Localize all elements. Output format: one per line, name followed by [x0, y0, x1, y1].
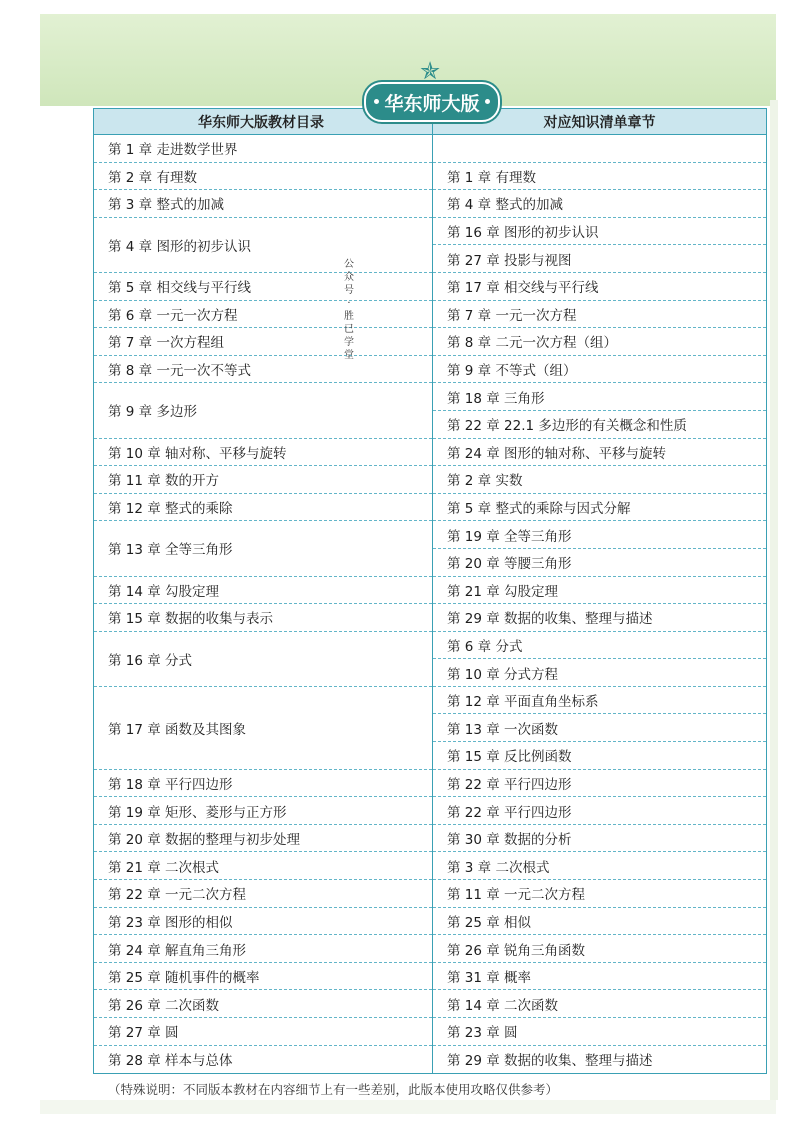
- textbook-chapter-cell: 第 3 章 整式的加减: [94, 190, 432, 218]
- special-note: （特殊说明：不同版本教材在内容细节上有一些差别，此版本使用攻略仅供参考）: [108, 1082, 559, 1097]
- watermark-text: [342, 258, 356, 362]
- star-icon: ✯: [419, 57, 441, 85]
- textbook-chapter-cell: 第 17 章 函数及其图象: [94, 687, 432, 770]
- knowledge-chapter-cell: 第 29 章 数据的收集、整理与描述: [447, 1053, 653, 1070]
- badge-dot-icon: [485, 99, 490, 104]
- watermark-char: 公: [344, 259, 354, 270]
- knowledge-column-body: [433, 135, 766, 1073]
- knowledge-chapter-cell: 第 22 章 平行四边形: [433, 797, 766, 825]
- knowledge-chapter-cell: 第 2 章 实数: [433, 466, 766, 494]
- knowledge-chapter-cell: 第 12 章 平面直角坐标系: [433, 687, 766, 715]
- knowledge-chapter-cell: 第 11 章 一元二次方程: [433, 880, 766, 908]
- page-edge: [770, 100, 778, 1100]
- knowledge-chapter-cell: 第 31 章 概率: [433, 963, 766, 991]
- knowledge-chapter-cell: 第 10 章 分式方程: [433, 659, 766, 687]
- knowledge-chapter-cell: 第 18 章 三角形: [433, 383, 766, 411]
- textbook-chapter-cell: 第 26 章 二次函数: [94, 990, 432, 1018]
- knowledge-chapter-cell: 第 16 章 图形的初步认识: [433, 218, 766, 246]
- textbook-chapter-cell: 第 2 章 有理数: [94, 163, 432, 191]
- textbook-chapter-cell: 第 9 章 多边形: [94, 383, 432, 438]
- textbook-chapter-cell: 第 15 章 数据的收集与表示: [94, 604, 432, 632]
- textbook-chapter-cell: 第 11 章 数的开方: [94, 466, 432, 494]
- textbook-chapter-cell: 第 12 章 整式的乘除: [94, 494, 432, 522]
- badge-dot-icon: [374, 99, 379, 104]
- watermark-char: 众: [344, 272, 354, 283]
- knowledge-chapter-cell: 第 22 章 平行四边形: [433, 770, 766, 798]
- edition-badge: [364, 82, 500, 122]
- knowledge-chapter-cell: 第 3 章 二次根式: [433, 852, 766, 880]
- knowledge-chapter-cell: 第 8 章 二元一次方程（组）: [433, 328, 766, 356]
- knowledge-chapter-cell: 第 20 章 等腰三角形: [433, 549, 766, 577]
- textbook-chapter-cell: 第 18 章 平行四边形: [94, 770, 432, 798]
- knowledge-chapter-cell: 第 24 章 图形的轴对称、平移与旋转: [433, 439, 766, 467]
- textbook-chapter-cell: 第 25 章 随机事件的概率: [94, 963, 432, 991]
- knowledge-chapter-cell: 第 23 章 圆: [433, 1018, 766, 1046]
- textbook-chapter-cell: 第 23 章 图形的相似: [94, 908, 432, 936]
- watermark-char: 学: [344, 337, 354, 348]
- watermark-char: 堂: [344, 350, 354, 361]
- textbook-chapter-cell: 第 20 章 数据的整理与初步处理: [94, 825, 432, 853]
- textbook-chapter-cell: 第 1 章 走进数学世界: [94, 135, 432, 163]
- textbook-chapter-cell: 第 4 章 图形的初步认识: [94, 218, 432, 273]
- textbook-chapter-cell: 第 8 章 一元一次不等式: [94, 356, 432, 384]
- textbook-chapter-cell: 第 6 章 一元一次方程: [94, 301, 432, 329]
- textbook-column-body: [94, 135, 432, 1073]
- knowledge-chapter-cell: 第 27 章 投影与视图: [433, 245, 766, 273]
- knowledge-chapter-cell: 第 17 章 相交线与平行线: [433, 273, 766, 301]
- textbook-chapter-cell: 第 28 章 样本与总体: [108, 1053, 233, 1070]
- textbook-chapter-cell: 第 27 章 圆: [94, 1018, 432, 1046]
- textbook-column: [94, 109, 432, 1073]
- textbook-chapter-cell: 第 13 章 全等三角形: [94, 521, 432, 576]
- knowledge-column: [432, 109, 766, 1073]
- footer-band: [40, 1100, 776, 1114]
- textbook-chapter-cell: 第 7 章 一次方程组: [94, 328, 432, 356]
- textbook-chapter-cell: 第 14 章 勾股定理: [94, 577, 432, 605]
- textbook-chapter-cell: 第 21 章 二次根式: [94, 852, 432, 880]
- textbook-chapter-cell: 第 5 章 相交线与平行线: [94, 273, 432, 301]
- watermark-char: 胜: [344, 311, 354, 322]
- knowledge-chapter-cell: 第 15 章 反比例函数: [433, 742, 766, 770]
- watermark-char: 号: [344, 285, 354, 296]
- knowledge-chapter-cell: 第 26 章 锐角三角函数: [433, 935, 766, 963]
- knowledge-chapter-cell: 第 21 章 勾股定理: [433, 577, 766, 605]
- textbook-column-header: 华东师大版教材目录: [94, 109, 432, 135]
- edition-badge-label: 华东师大版: [384, 92, 480, 115]
- knowledge-chapter-cell: 第 22 章 22.1 多边形的有关概念和性质: [433, 411, 766, 439]
- watermark-char: 已: [344, 324, 354, 335]
- textbook-chapter-cell: 第 24 章 解直角三角形: [94, 935, 432, 963]
- knowledge-chapter-cell: 第 7 章 一元一次方程: [433, 301, 766, 329]
- textbook-chapter-cell: 第 16 章 分式: [94, 632, 432, 687]
- textbook-chapter-cell: 第 19 章 矩形、菱形与正方形: [94, 797, 432, 825]
- chapter-mapping-table: [93, 108, 767, 1074]
- knowledge-chapter-cell: 第 19 章 全等三角形: [433, 521, 766, 549]
- knowledge-chapter-cell: 第 6 章 分式: [433, 632, 766, 660]
- knowledge-chapter-cell: 第 30 章 数据的分析: [433, 825, 766, 853]
- knowledge-column-header: 对应知识清单章节: [433, 109, 766, 135]
- knowledge-chapter-cell: 第 1 章 有理数: [433, 163, 766, 191]
- knowledge-chapter-cell: [433, 135, 766, 163]
- knowledge-chapter-cell: 第 4 章 整式的加减: [433, 190, 766, 218]
- textbook-chapter-cell: 第 22 章 一元二次方程: [94, 880, 432, 908]
- knowledge-chapter-cell: 第 9 章 不等式（组）: [433, 356, 766, 384]
- textbook-chapter-cell: 第 10 章 轴对称、平移与旋转: [94, 439, 432, 467]
- knowledge-chapter-cell: 第 14 章 二次函数: [433, 990, 766, 1018]
- knowledge-chapter-cell: 第 29 章 数据的收集、整理与描述: [433, 604, 766, 632]
- knowledge-chapter-cell: 第 25 章 相似: [433, 908, 766, 936]
- knowledge-chapter-cell: 第 13 章 一次函数: [433, 714, 766, 742]
- knowledge-chapter-cell: 第 5 章 整式的乘除与因式分解: [433, 494, 766, 522]
- watermark-char: ·: [347, 298, 351, 309]
